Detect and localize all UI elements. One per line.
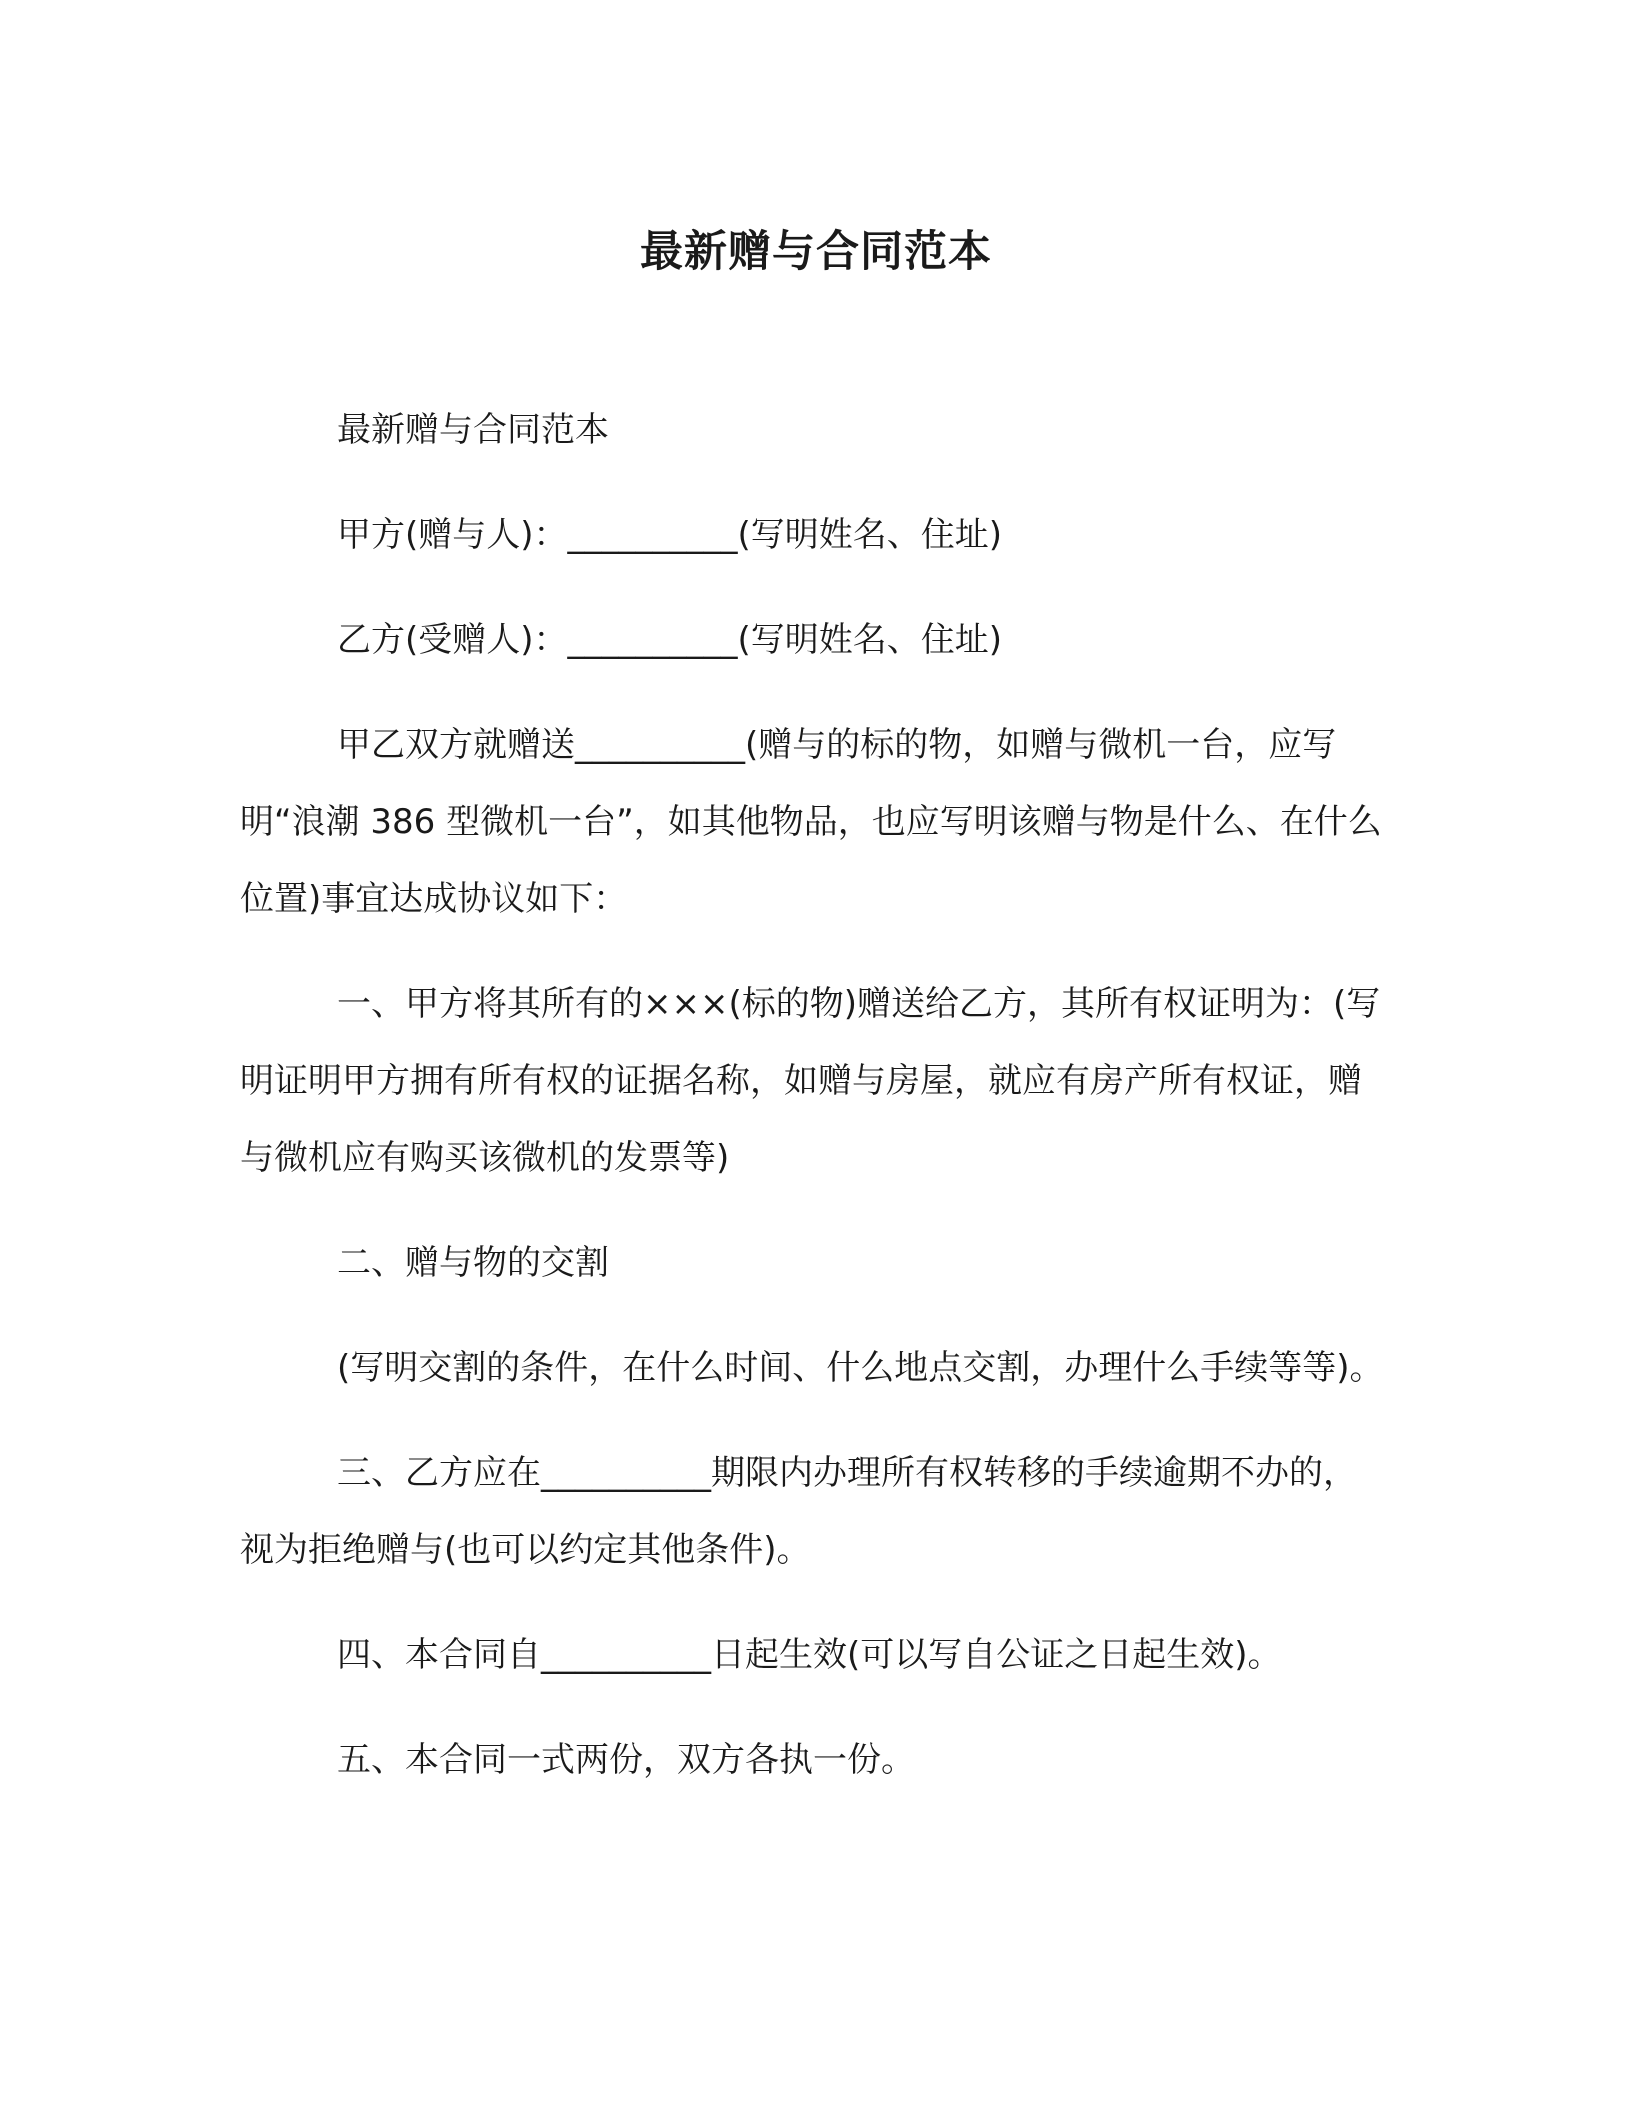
document-body: [240, 392, 1390, 1827]
paragraph-subtitle: 最新赠与合同范本: [337, 410, 609, 450]
clause-one: 一、甲方将其所有的×××(标的物)赠送给乙方，其所有权证明为：(写明证明甲方拥有所有权的证据名称，如赠与房屋，就应有房产所有权证，赠与微机应有购买该微机的发票等): [240, 984, 1381, 1178]
clause-three: 三、乙方应在__________期限内办理所有权转移的手续逾期不办的，视为拒绝赠与(也可以约定其他条件)。: [240, 1453, 1357, 1570]
clause-four: 四、本合同自__________日起生效(可以写自公证之日起生效)。: [337, 1635, 1282, 1675]
paragraph-agreement-intro: 甲乙双方就赠送__________(赠与的标的物，如赠与微机一台，应写明“浪潮 386 型微机一台”，如其他物品，也应写明该赠与物是什么、在什么位置)事宜达成协议如下：: [240, 725, 1382, 919]
clause-two-detail: (写明交割的条件，在什么时间、什么地点交割，办理什么手续等等)。: [337, 1348, 1384, 1388]
clause-two-heading: 二、赠与物的交割: [337, 1243, 609, 1283]
clause-five: 五、本合同一式两份，双方各执一份。: [337, 1740, 915, 1780]
paragraph-party-a: 甲方(赠与人)：__________(写明姓名、住址): [337, 515, 1003, 555]
document-title: 最新赠与合同范本: [640, 227, 992, 277]
paragraph-party-b: 乙方(受赠人)：__________(写明姓名、住址): [337, 620, 1003, 660]
